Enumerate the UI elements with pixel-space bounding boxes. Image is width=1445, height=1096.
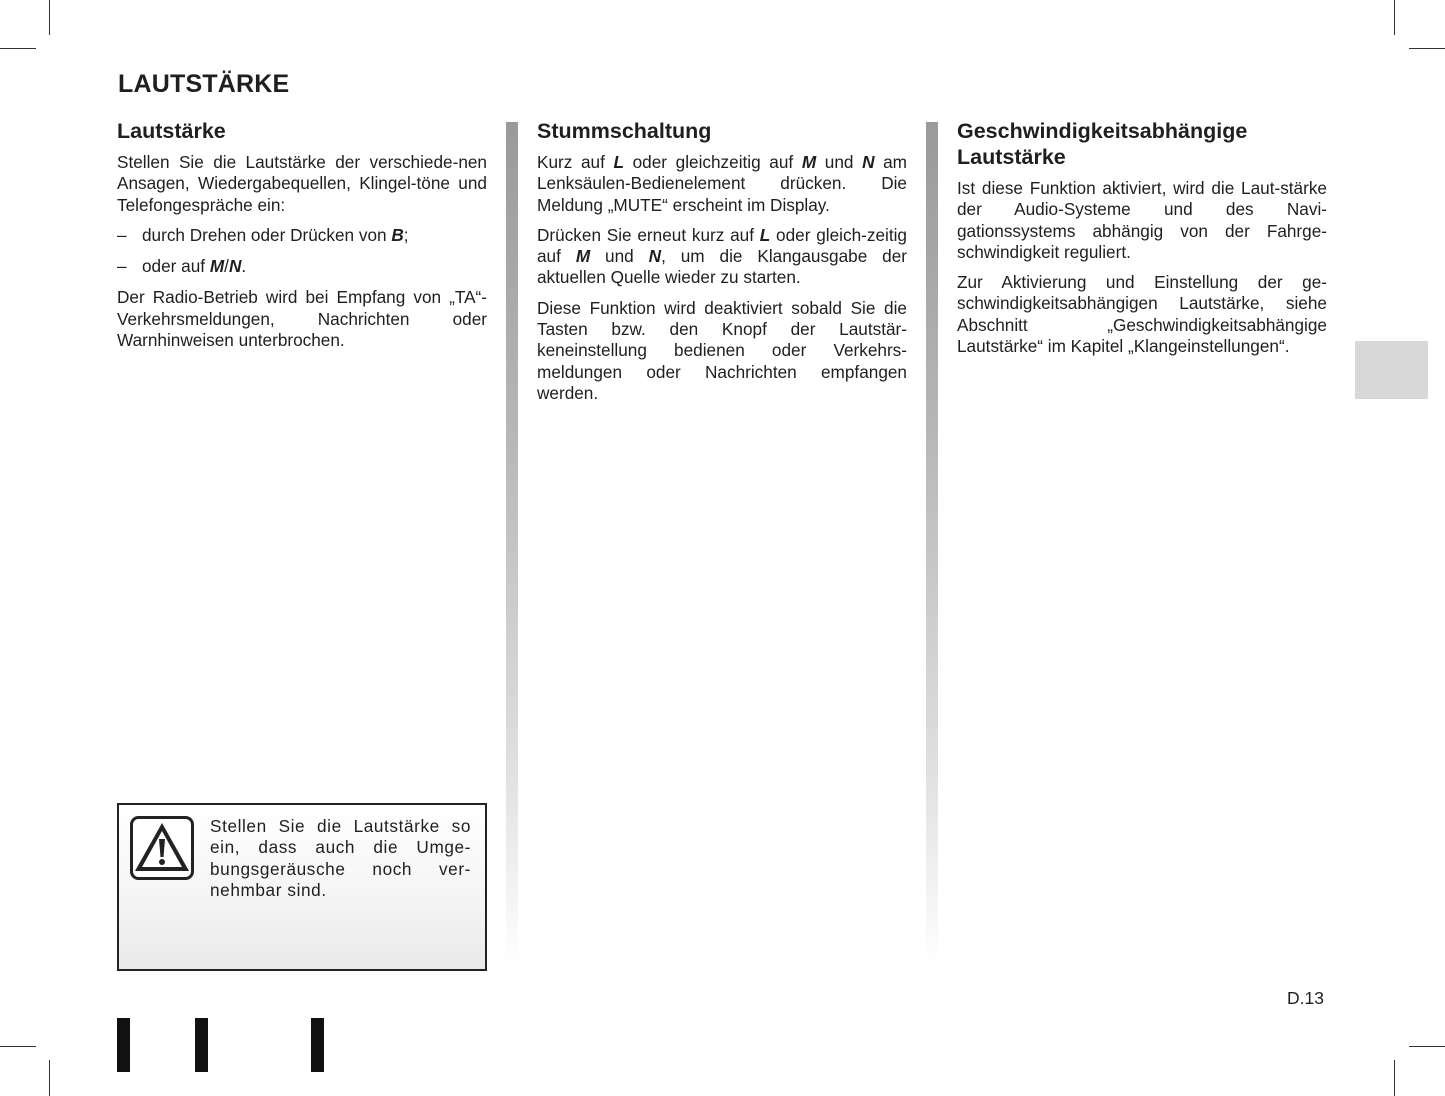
heading-line-1: Geschwindigkeitsabhängige [957, 119, 1248, 143]
crop-mark-top-right-vertical [1394, 0, 1395, 35]
crop-mark-bottom-right-vertical [1394, 1060, 1395, 1096]
text-run: , um die Klangausgabe der aktuellen Quelle wieder zu starten. [537, 246, 908, 288]
mute-paragraph-1 [537, 152, 907, 216]
mute-paragraph-3: Diese Funktion wird deaktiviert sobald Sie die Tasten bzw. den Knopf der Lautstär-keneinstellung bedienen oder Verkehrs-meldungen oder Nachrichten empfangen werden. [537, 297, 907, 403]
speed-volume-paragraph-2: Zur Aktivierung und Einstellung der ge-schwindigkeitsabhängigen Lautstärke, siehe Abschnitt „Geschwindigkeitsabhängige Lautstärke“ im Kapitel „Klangeinstellungen“. [957, 272, 1327, 357]
warning-triangle-icon [130, 816, 194, 880]
crop-mark-bottom-right-horizontal [1409, 1046, 1445, 1047]
text-run: am Lenksäulen-Bedienelement drücken. Die Meldung „MUTE“ erscheint im Display. [537, 152, 907, 215]
key-label-n: N [648, 246, 662, 267]
column-separator [926, 122, 938, 967]
radio-interrupt-paragraph: Der Radio-Betrieb wird bei Empfang von „TA“-Verkehrsmeldungen, Nachrichten oder Warnhinweisen unterbrochen. [117, 287, 487, 351]
mute-paragraph-2 [537, 225, 907, 289]
section-heading-speed-volume [957, 118, 1327, 170]
column-mute [537, 118, 907, 413]
chapter-side-tab [1355, 341, 1428, 399]
speed-volume-paragraph-1: Ist diese Funktion aktiviert, wird die Laut-stärke der Audio-Systeme und des Navi-gationssystems abhängig von der Fahrge-schwindigkeit reguliert. [957, 178, 1327, 262]
key-label-l: L [613, 152, 624, 172]
crop-mark-bottom-left-horizontal [0, 1046, 36, 1047]
column-volume [117, 118, 487, 360]
list-item-text: durch Drehen oder Drücken von [142, 224, 392, 245]
key-label-m: M [801, 152, 817, 172]
key-label-m: M [575, 246, 591, 267]
crop-mark-top-left-vertical [49, 0, 50, 35]
volume-intro: Stellen Sie die Lautstärke der verschiede-nen Ansagen, Wiedergabequellen, Klingel-töne und Telefongespräche ein: [117, 152, 487, 215]
list-dash: – [117, 224, 127, 245]
list-item-turn-press [117, 225, 487, 246]
column-separator [506, 122, 518, 967]
crop-mark-top-right-horizontal [1409, 48, 1445, 49]
page-title: LAUTSTÄRKE [118, 70, 290, 98]
text-run: und [590, 246, 649, 267]
key-label-b: B [391, 224, 404, 245]
page-number: D.13 [1287, 988, 1324, 1008]
list-dash: – [117, 256, 127, 277]
section-heading-mute: Stummschaltung [537, 119, 712, 143]
warning-text: Stellen Sie die Lautstärke so ein, dass auch die Umge-bungsgeräusche noch ver-nehmbar sind. [210, 816, 471, 900]
key-label-n: N [862, 152, 875, 172]
registration-bar [117, 1018, 130, 1072]
key-label-l: L [759, 224, 771, 245]
key-label-m: M [209, 256, 225, 277]
text-run: oder gleichzeitig auf [623, 152, 802, 172]
heading-line-2: Lautstärke [957, 145, 1066, 169]
list-item-suffix: . [241, 256, 247, 277]
section-heading-volume: Lautstärke [117, 119, 226, 143]
crop-mark-top-left-horizontal [0, 48, 36, 49]
text-run: Drücken Sie erneut kurz auf [537, 224, 760, 245]
list-item-text: oder auf [142, 256, 210, 277]
key-label-n: N [228, 256, 242, 277]
column-speed-volume [957, 118, 1327, 366]
text-run: und [816, 152, 863, 172]
text-run: oder gleich-zeitig auf [537, 224, 907, 267]
warning-box [117, 803, 487, 971]
crop-mark-bottom-left-vertical [49, 1060, 50, 1096]
registration-bar [311, 1018, 324, 1072]
text-run: Kurz auf [537, 152, 614, 172]
key-separator: / [224, 256, 229, 277]
registration-bar [195, 1018, 208, 1072]
list-item-suffix: ; [403, 224, 409, 245]
list-item-m-n [117, 256, 487, 277]
